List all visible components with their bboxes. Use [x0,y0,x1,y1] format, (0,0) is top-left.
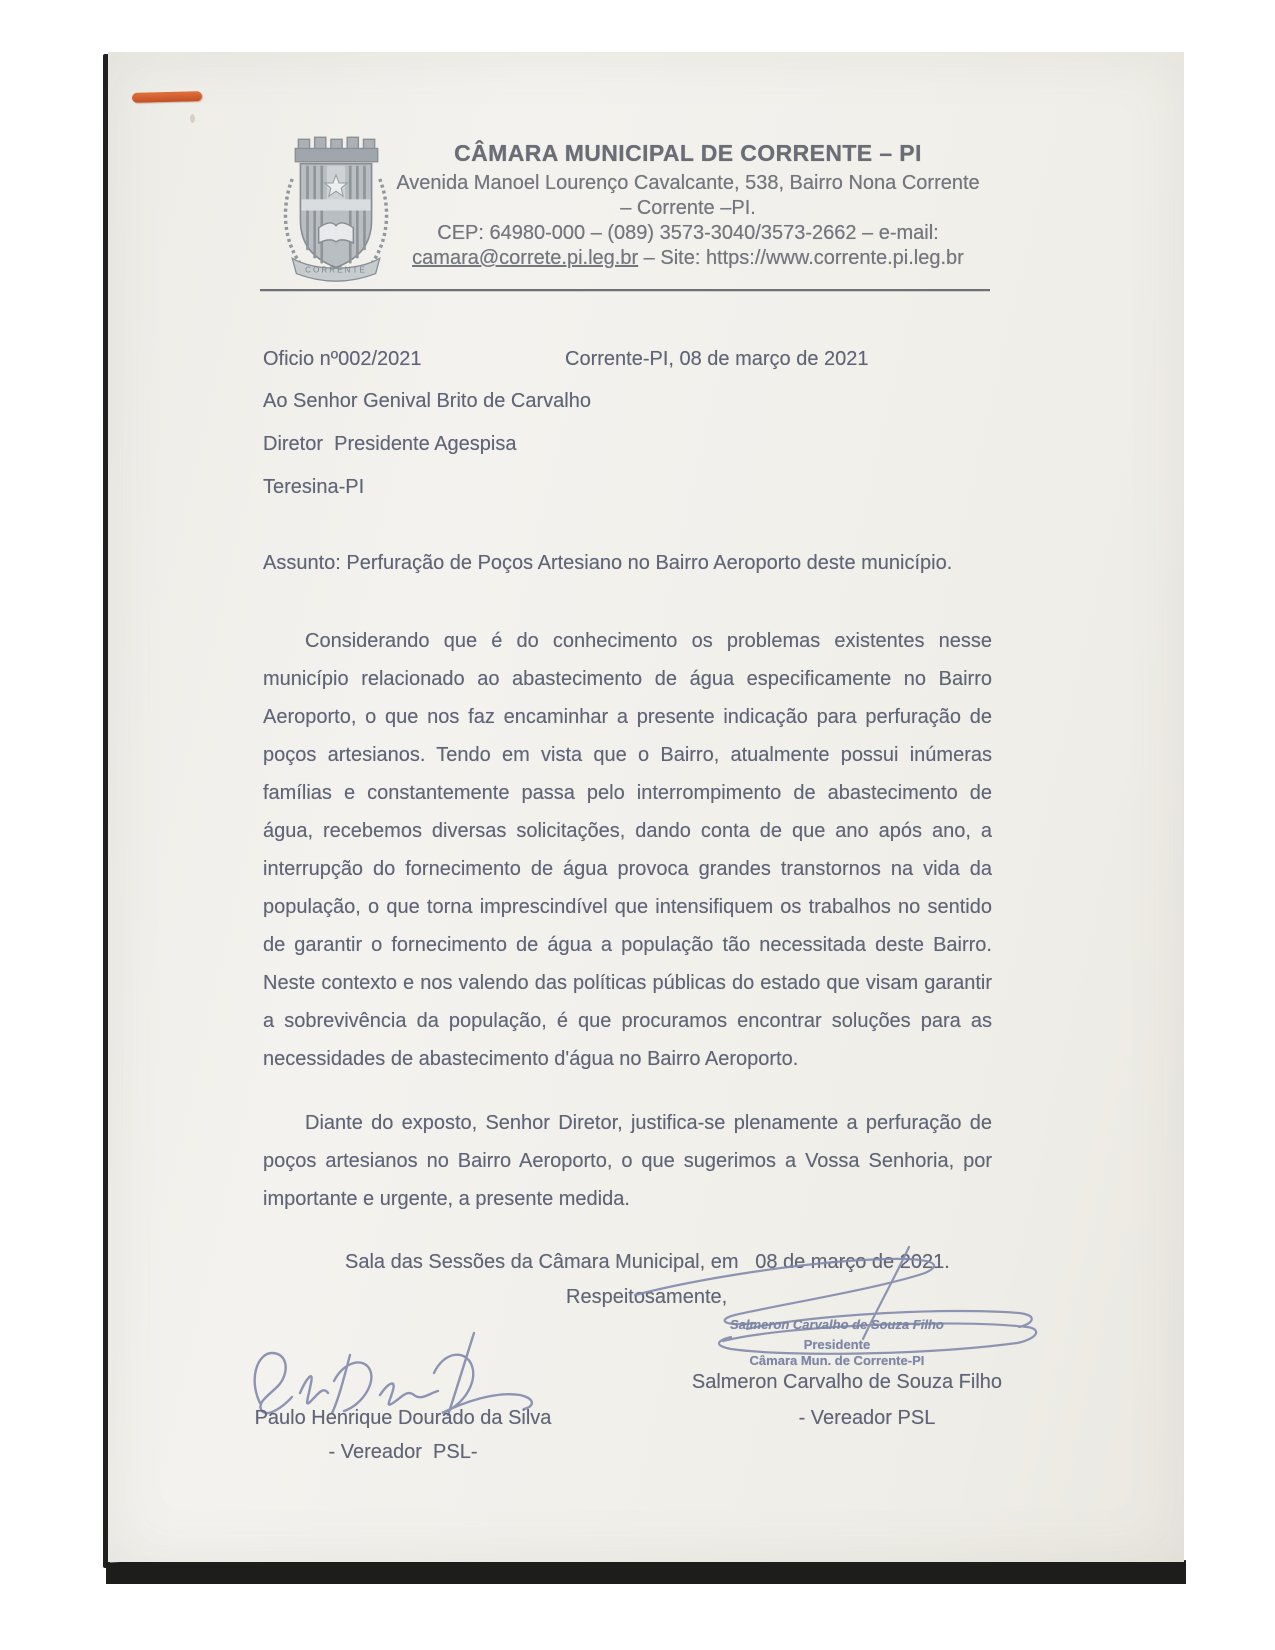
subject-line: Assunto: Perfuração de Poços Artesiano no Bairro Aeroporto deste município. [263,552,953,574]
signature-block-left [238,1295,552,1485]
oficio-date-row [263,348,992,371]
session-line: Sala das Sessões da Câmara Municipal, em 08 de março de 2021. [345,1251,950,1273]
email-link: camara@correte.pi.leg.br [412,247,639,269]
letter-body [254,348,1003,1485]
paper-page [108,52,1184,1562]
org-title: CÂMARA MUNICIPAL DE CORRENTE – PI [454,140,922,166]
orange-pen-mark [132,91,202,103]
signature-row [254,1295,1003,1485]
recipient-role: Diretor Presidente Agespisa [263,433,517,455]
letterhead [358,140,1018,271]
recipient-name: Ao Senhor Genival Brito de Carvalho [263,390,591,412]
paragraph-1: Considerando que é do conhecimento os problemas existentes nesse município relacionado ao abastecimento de água especificamente no Bairro Aeroporto, o que nos faz encaminhar a presente indicação para perfuração de poços artesianos. Tendo em vista que o Bairro, atualmente possui inúmeras famílias e constantemente passa pelo interrompimento de abastecimento de água, recebemos diversas solicitações, dando conta de que ano após ano, a interrupção do fornecimento de água provoca grandes transtornos na vida da população, o que torna imprescindível que intensifiquem os trabalhos no sentido de garantir o fornecimento de água a população tão necessitada deste Bairro. Neste contexto e nos valendo das políticas públicas do estado que visam garantir a sobrevivência da população, é que procuramos encontrar soluções para as necessidades de abastecimento d'água no Bairro Aeroporto. [263,630,992,1070]
signer-name-right: Salmeron Carvalho de Souza Filho [691,1371,1003,1393]
stamp-role: Presidente [803,1337,871,1352]
stamp-name: Salmeron Carvalho de Souza Filho [730,1317,944,1332]
org-contact-line: CEP: 64980-000 – (089) 3573-3040/3573-2662 – e-mail: [437,222,939,244]
signer-name-left: Paulo Henrique Dourado da Silva [254,1407,552,1429]
city-date: Corrente-PI, 08 de março de 2021 [565,348,869,370]
org-address-line1: Avenida Manoel Lourenço Cavalcante, 538, Bairro Nona Corrente [396,172,980,194]
signature-block-right [637,1295,1003,1485]
signer-role-right: - Vereador PSL [798,1407,936,1429]
recipient-city: Teresina-PI [263,476,365,498]
closing-salutation: Respeitosamente, [566,1286,728,1308]
signer-role-left: - Vereador PSL- [328,1441,478,1463]
site-text: – Site: https://www.corrente.pi.leg.br [638,247,964,269]
oficio-number: Oficio nº002/2021 [263,348,422,370]
org-address-line2: – Corrente –PI. [620,197,756,219]
paragraph-2: Diante do exposto, Senhor Diretor, justifica-se plenamente a perfuração de poços artesianos no Bairro Aeroporto, o que sugerimos a Vossa Senhoria, por importante e urgente, a presente medida. [263,1112,992,1210]
header-divider [260,289,990,291]
stamp-org: Câmara Mun. de Corrente-PI [749,1353,925,1368]
smudge-dot [190,114,195,123]
crest-banner-label: CORRENTE [305,265,367,275]
org-email-site-line [358,246,1018,271]
